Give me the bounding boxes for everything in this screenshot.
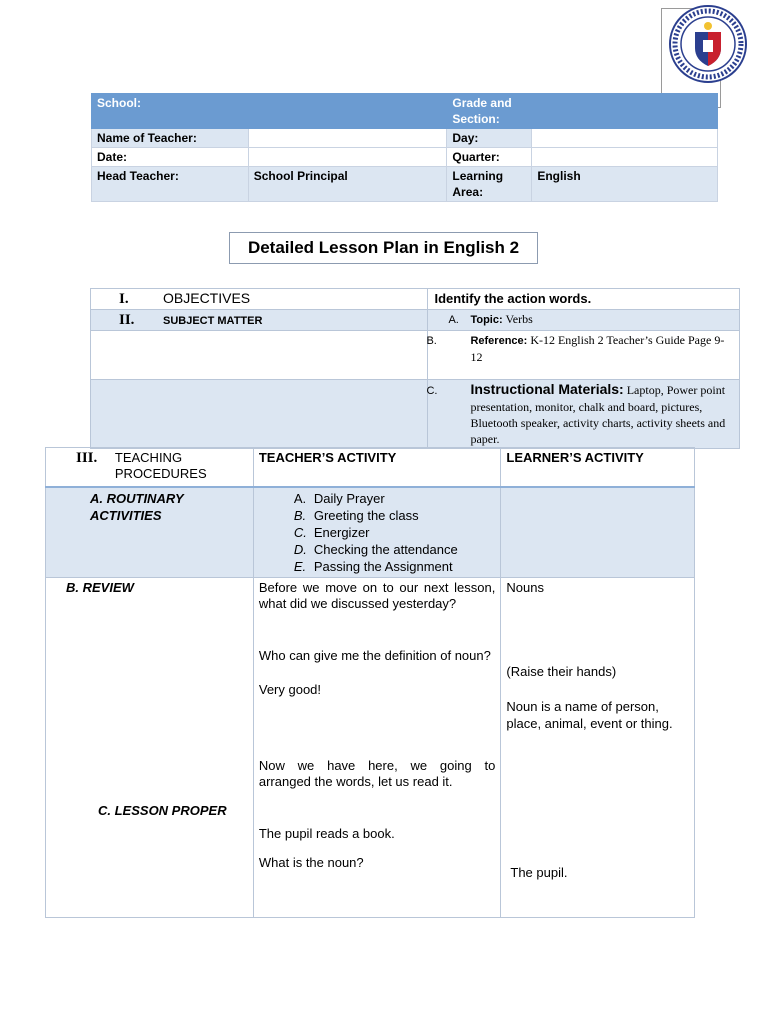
learning-area-label: Learning Area:	[447, 167, 532, 202]
teacher-activity-header: TEACHER’S ACTIVITY	[253, 448, 501, 488]
review-learner-1: Nouns	[506, 580, 544, 595]
materials-value: Laptop, Power point presentation, monitor, chalk and board, pictures, Bluetooth speaker, activity charts, activity sheets and paper.	[470, 383, 726, 446]
review-learner-2: (Raise their hands)	[506, 664, 617, 679]
blank-cell	[91, 331, 428, 380]
deped-seal-logo	[668, 4, 748, 84]
quarter-label: Quarter:	[447, 148, 532, 167]
list-item: B. Greeting the class	[293, 508, 419, 523]
list-item: C. Energizer	[293, 525, 370, 540]
day-value	[532, 129, 718, 148]
teacher-name-value	[248, 129, 447, 148]
lesson-proper-label: C. LESSON PROPER	[98, 803, 227, 818]
reference-value: K-12 English 2 Teacher’s Guide Page 9-12	[470, 333, 725, 364]
objectives-value: Identify the action words.	[434, 291, 592, 306]
objectives-heading: OBJECTIVES	[163, 290, 251, 306]
section-number-3: III.	[76, 450, 98, 466]
topic-letter: A.	[448, 314, 459, 326]
materials-label: Instructional Materials:	[470, 381, 624, 397]
reference-letter: B.	[426, 335, 437, 347]
objectives-table	[90, 288, 740, 449]
school-info-table	[91, 93, 718, 202]
topic-label: Topic:	[470, 314, 503, 326]
review-teacher-2: Who can give me the definition of noun?	[258, 648, 491, 663]
review-learner-3: Noun is a name of person, place, animal, event or thing.	[506, 699, 673, 731]
blank-cell	[91, 380, 428, 449]
head-teacher-label: Head Teacher:	[92, 167, 249, 202]
routinary-list	[294, 490, 496, 575]
procedures-table	[45, 447, 695, 918]
lesson-teacher-3: What is the noun?	[258, 855, 364, 870]
topic-value: Verbs	[505, 312, 533, 326]
list-item: D. Checking the attendance	[293, 542, 458, 557]
date-label: Date:	[92, 148, 249, 167]
grade-section-label: Grade and Section:	[447, 94, 532, 129]
routinary-activities-label: A. ROUTINARY ACTIVITIES	[90, 491, 184, 523]
lesson-teacher-2: The pupil reads a book.	[258, 826, 395, 841]
learning-area-value: English	[532, 167, 718, 202]
lesson-learner-1: The pupil.	[510, 865, 568, 880]
school-label: School:	[92, 94, 249, 129]
teacher-name-label: Name of Teacher:	[92, 129, 249, 148]
materials-letter: C.	[426, 385, 438, 397]
review-teacher-1: Before we move on to our next lesson, what did we discussed yesterday?	[258, 580, 496, 611]
teaching-procedures-heading: TEACHING PROCEDURES	[114, 450, 207, 481]
learner-activity-header: LEARNER’S ACTIVITY	[501, 448, 695, 488]
head-teacher-value: School Principal	[248, 167, 447, 202]
list-item: A. Daily Prayer	[293, 491, 385, 506]
reference-label: Reference:	[470, 335, 528, 347]
review-label: B. REVIEW	[66, 580, 134, 595]
subject-matter-heading: SUBJECT MATTER	[163, 315, 263, 327]
section-number-2: II.	[119, 312, 135, 328]
lesson-teacher-1: Now we have here, we going to arranged the words, let us read it.	[258, 758, 496, 789]
document-title: Detailed Lesson Plan in English 2	[229, 232, 538, 264]
date-value	[248, 148, 447, 167]
review-teacher-3: Very good!	[258, 682, 322, 697]
school-value	[248, 94, 447, 129]
day-label: Day:	[447, 129, 532, 148]
section-number-1: I.	[119, 291, 129, 307]
quarter-value	[532, 148, 718, 167]
list-item: E. Passing the Assignment	[293, 559, 453, 574]
grade-section-value	[532, 94, 718, 129]
